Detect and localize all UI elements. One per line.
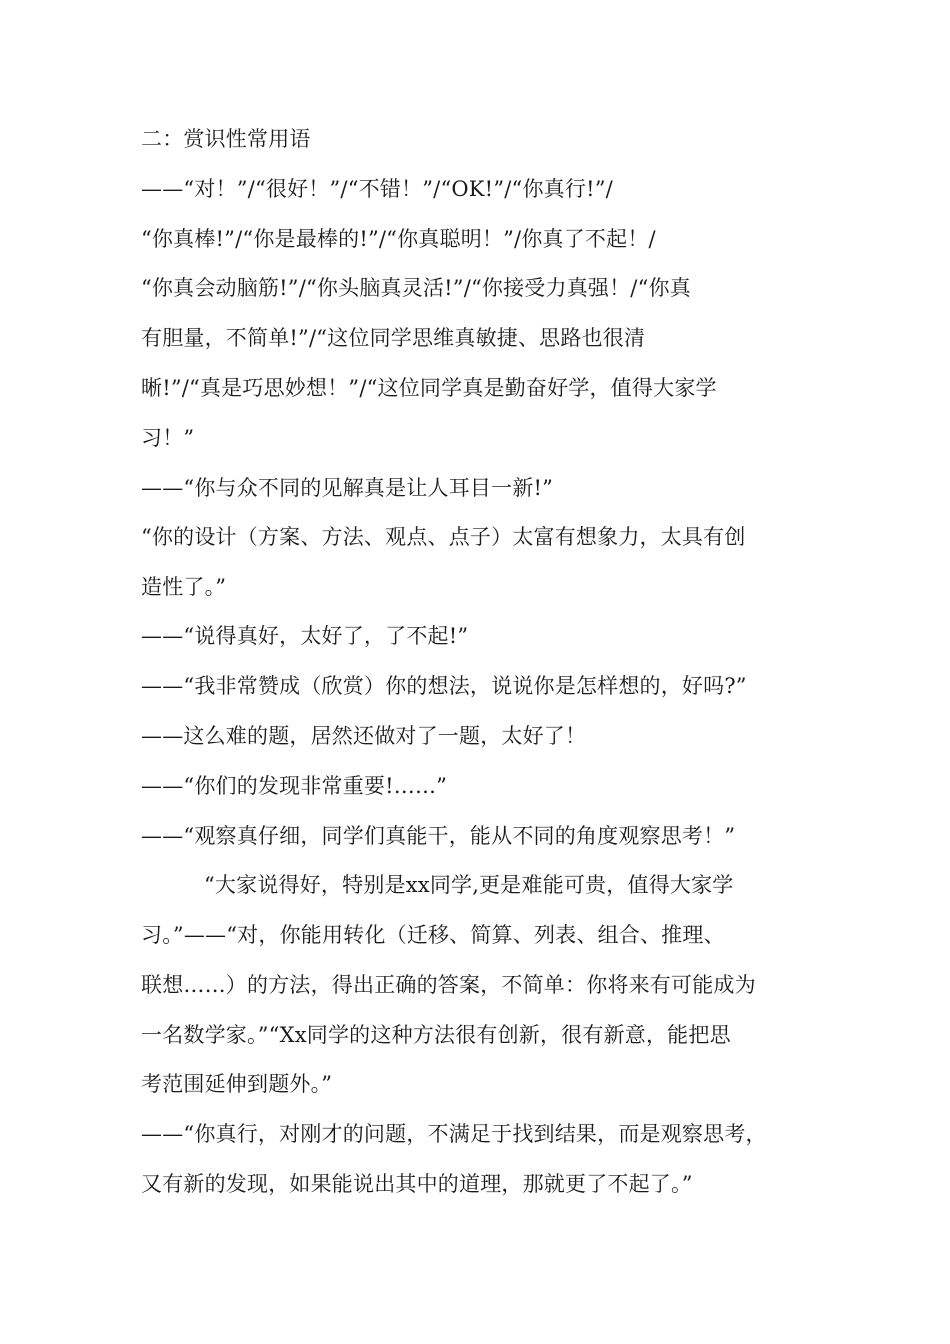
text-line: ——“你们的发现非常重要!……” [141,774,448,798]
text-line: 一名数学家。”“Xx同学的这种方法很有创新，很有新意，能把思 [141,1023,731,1047]
text-line: ——“说得真好，太好了，了不起!” [141,624,469,648]
text-line: 习！” [141,426,195,450]
text-line: “你真会动脑筋!”/“你头脑真灵活!”/“你接受力真强！/“你真 [141,276,691,300]
text-line: ——“你与众不同的见解真是让人耳目一新!” [141,476,554,500]
text-line: 考范围延伸到题外。” [141,1072,333,1096]
text-line: 晰!”/“真是巧思妙想！”/“这位同学真是勤奋好学，值得大家学 [141,376,717,400]
text-line: ——“对！”/“很好！”/“不错！”/“OK!”/“你真行!”/ [141,177,613,201]
text-line: “大家说得好，特别是xx同学,更是难能可贵，值得大家学 [204,873,734,897]
text-line: ——这么难的题，居然还做对了一题，太好了！ [141,724,587,748]
section-heading: 二：赏识性常用语 [141,127,311,151]
text-line: ——“我非常赞成（欣赏）你的想法，说说你是怎样想的，好吗?” [141,674,747,698]
text-line: 造性了。” [141,575,227,599]
text-line: 习。”——“对，你能用转化（迁移、简算、列表、组合、推理、 [141,923,725,947]
text-line: 有胆量，不简单!”/“这位同学思维真敏捷、思路也很清 [141,326,646,350]
text-line: ——“观察真仔细，同学们真能干，能从不同的角度观察思考！” [141,824,736,848]
text-line: “你真棒!”/“你是最棒的!”/“你真聪明！”/你真了不起！/ [141,227,656,251]
text-line: “你的设计（方案、方法、观点、点子）太富有想象力，太具有创 [141,525,746,549]
text-line: 又有新的发现，如果能说出其中的道理，那就更了不起了。” [141,1172,693,1196]
text-line: 联想……）的方法，得出正确的答案，不简单：你将来有可能成为 [141,973,756,997]
text-line: ——“你真行，对刚才的问题，不满足于找到结果，而是观察思考， [141,1122,767,1146]
